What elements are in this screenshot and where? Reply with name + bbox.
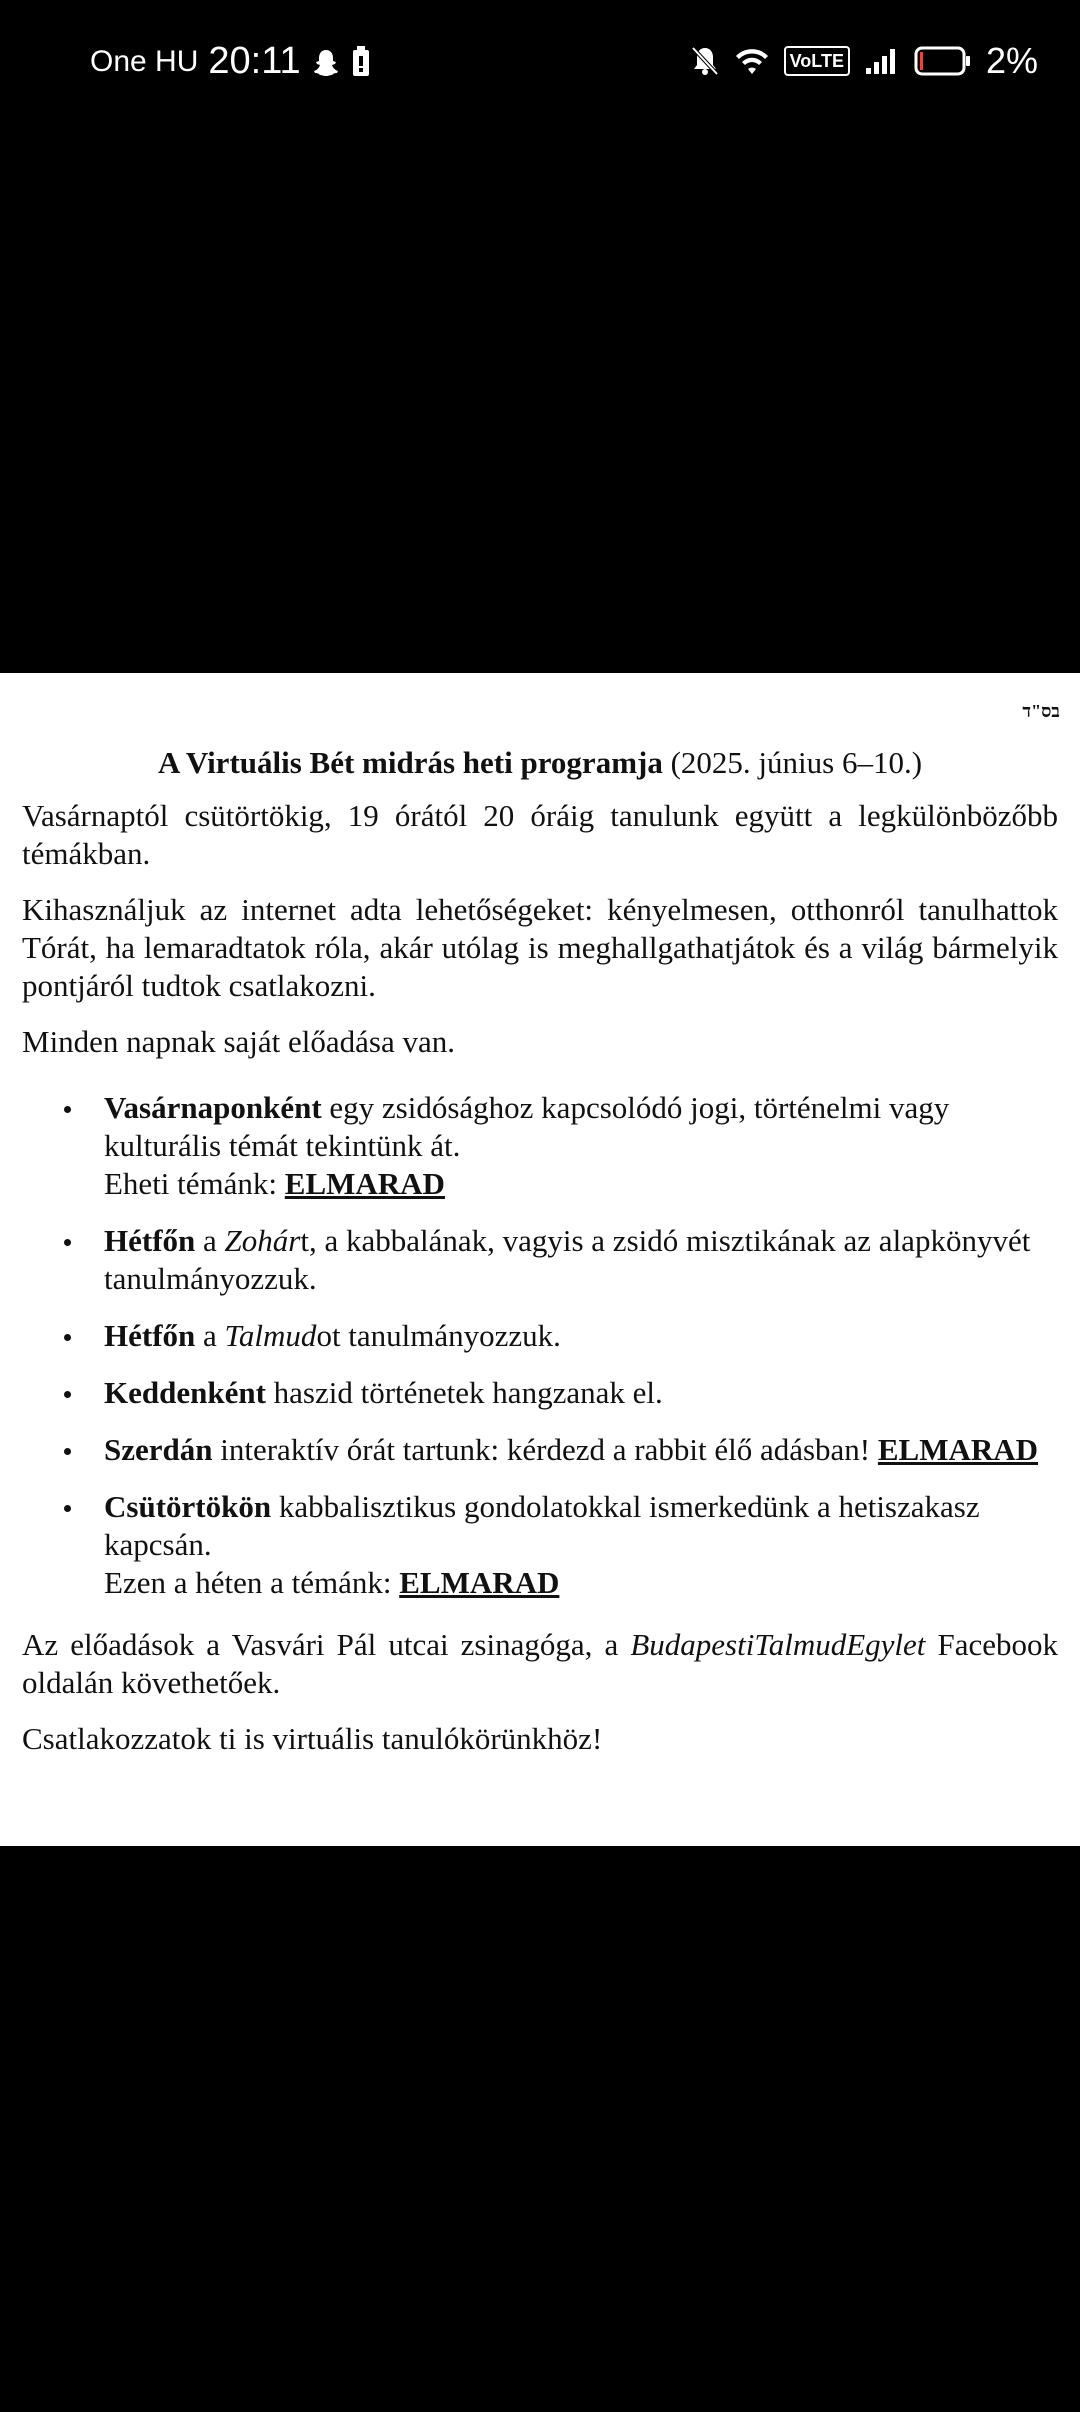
item-text: interaktív órát tartunk: kérdezd a rabbit élő adásban! xyxy=(212,1432,878,1467)
item-text: t, a kabbalának, vagyis a zsidó misztikának az alapkönyvét tanulmányozzuk. xyxy=(104,1223,1031,1296)
volte-badge: VoLTE xyxy=(784,46,850,76)
battery-percentage: 2% xyxy=(985,40,1038,81)
closing-paragraph: Csatlakozzatok ti is virtuális tanulókörünkhöz! xyxy=(22,1721,603,1756)
intro-paragraph: Vasárnaptól csütörtökig, 19 órától 20 óráig tanulunk együtt a legkülönbözőbb témákban. xyxy=(22,798,1058,871)
facebook-page-name: BudapestiTalmudEgylet xyxy=(630,1627,926,1662)
topic-status: ELMARAD xyxy=(877,1432,1039,1467)
day-label: Hétfőn xyxy=(104,1223,196,1258)
day-label: Vasárnaponként xyxy=(104,1090,322,1125)
battery-icon xyxy=(914,45,972,77)
wifi-icon xyxy=(734,46,770,76)
book-title: Talmud xyxy=(224,1318,317,1353)
topic-label: Ezen a héten a témánk: xyxy=(104,1565,400,1600)
item-text: ot tanulmányozzuk. xyxy=(316,1318,561,1353)
list-item-monday-talmud xyxy=(22,1317,1058,1355)
document-title xyxy=(22,745,1058,781)
item-text: egy zsidósághoz kapcsolódó jogi, történelmi vagy kulturális témát tekintünk át. xyxy=(104,1090,950,1163)
topic-label: Eheti témánk: xyxy=(104,1166,285,1201)
internet-paragraph: Kihasználjuk az internet adta lehetőségeket: kényelmesen, otthonról tanulhattok Tórát, ha lemaradtatok róla, akár utólag is meghallgathatjátok és a világ bármelyik pontjáról tudtok csatlakozni. xyxy=(22,892,1058,1003)
program-document xyxy=(0,673,1080,1846)
list-item-wednesday xyxy=(22,1431,1058,1469)
day-label: Keddenként xyxy=(104,1375,266,1410)
list-item-monday-zohar xyxy=(22,1222,1058,1298)
battery-saver-icon xyxy=(351,46,371,78)
bsd-mark: בס"ד xyxy=(1022,701,1060,721)
follow-paragraph xyxy=(22,1626,1058,1702)
follow-post: Facebook oldalán követhetőek. xyxy=(22,1627,1058,1700)
snapchat-icon xyxy=(311,47,341,77)
carrier-name: One HU xyxy=(90,44,199,78)
item-text: haszid történetek hangzanak el. xyxy=(265,1375,663,1410)
status-bar xyxy=(0,0,1080,130)
topic-status: ELMARAD xyxy=(399,1565,560,1600)
each-day-paragraph: Minden napnak saját előadása van. xyxy=(22,1024,455,1059)
signal-icon xyxy=(864,46,900,76)
item-text: kabbalisztikus gondolatokkal ismerkedünk a hetiszakasz kapcsán. xyxy=(104,1489,980,1562)
day-label: Hétfőn xyxy=(104,1318,196,1353)
status-left xyxy=(90,40,371,83)
status-right xyxy=(690,40,1038,82)
day-label: Szerdán xyxy=(104,1432,213,1467)
list-item-thursday xyxy=(22,1488,1058,1602)
list-item-tuesday xyxy=(22,1374,1058,1412)
title-date: (2025. június 6–10.) xyxy=(670,745,923,780)
follow-pre: Az előadások a Vasvári Pál utcai zsinagóga, a xyxy=(22,1627,631,1662)
clock: 20:11 xyxy=(208,40,301,82)
topic-status: ELMARAD xyxy=(284,1166,445,1201)
item-pre: a xyxy=(195,1318,225,1353)
book-title: Zohár xyxy=(224,1223,301,1258)
day-label: Csütörtökön xyxy=(104,1489,272,1524)
weekly-program-list xyxy=(22,1089,1058,1602)
list-item-sunday xyxy=(22,1089,1058,1203)
item-pre: a xyxy=(195,1223,225,1258)
mute-bell-icon xyxy=(690,45,720,77)
title-text: A Virtuális Bét midrás heti programja xyxy=(157,745,663,780)
